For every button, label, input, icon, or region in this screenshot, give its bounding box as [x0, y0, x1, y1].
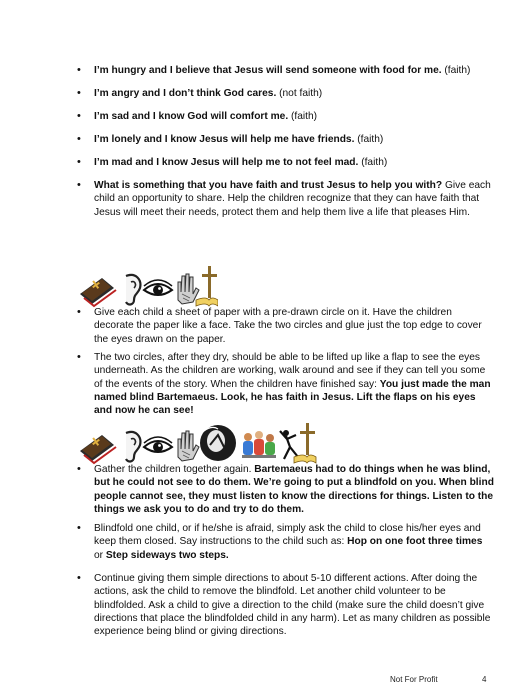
item-bold: Hop on one foot three times	[347, 536, 483, 548]
item-text: Give each child a sheet of paper with a pre-drawn circle on it. Have the children decorate the paper like a face. Take the two circles and glue just the top edge to cover the eyes drawn on the paper.	[94, 307, 482, 345]
hand-icon	[178, 431, 199, 461]
stretching-person-icon	[280, 430, 298, 459]
bullet: •	[77, 110, 81, 122]
item-bold: I’m mad and I know Jesus will help me to not feel mad.	[94, 157, 359, 168]
page-number: 4	[482, 675, 487, 684]
item-text: Blindfold one child, or if he/she is afraid, simply ask the child to close his/her eyes and keep them closed. Say instructions to the child such as:	[94, 523, 481, 548]
list-item	[77, 522, 494, 562]
list-item	[77, 156, 494, 169]
bullet: •	[77, 179, 81, 191]
ear-icon	[126, 275, 140, 305]
list-item	[77, 64, 494, 77]
item-bold: What is something that you have faith and trust Jesus to help you with?	[94, 180, 443, 191]
bullet: •	[77, 522, 81, 534]
list-item	[77, 351, 494, 417]
item-text: Continue giving them simple directions to about 5-10 different actions. After doing the actions, ask the child to remove the blindfold. Let another child volunteer to be blindfolded. Ask a child to give a direction to the child (make sure the child doesn’t give directions that place the blindfolded child in any harm). Let as many children as possible experience being blind or giving directions.	[94, 573, 491, 638]
clipart-row	[78, 421, 318, 461]
footer-text: Not For Profit	[390, 675, 438, 684]
item-bold: I’m lonely and I know Jesus will help me have friends.	[94, 134, 355, 145]
item-text: Give each child an opportunity to share. Help the children recognize that they can have faith that Jesus will meet their needs, protect them and help them live a life that pleases Him.	[94, 180, 491, 218]
list-item	[77, 179, 494, 219]
item-text: (faith)	[288, 111, 318, 122]
item-text: (faith)	[354, 134, 384, 145]
list-item	[77, 306, 494, 346]
bullet: •	[77, 351, 81, 363]
item-text: or	[94, 549, 106, 561]
bullet: •	[77, 156, 81, 168]
children-group-icon	[242, 431, 276, 458]
list-item	[77, 87, 494, 100]
ear-icon	[126, 432, 140, 462]
hand-icon	[178, 274, 199, 304]
cross-on-book-icon	[196, 266, 218, 306]
bible-icon	[80, 278, 116, 306]
page-footer	[390, 673, 487, 686]
item-text: Gather the children together again.	[94, 464, 255, 475]
list-item	[77, 463, 494, 516]
item-text: (faith)	[358, 157, 388, 168]
item-bold: I’m hungry and I believe that Jesus will send someone with food for me.	[94, 65, 442, 76]
bullet: •	[77, 87, 81, 99]
list-item	[77, 572, 494, 638]
cross-on-book-icon	[294, 423, 316, 463]
bullet: •	[77, 572, 81, 584]
clipart-row	[78, 264, 218, 304]
bullet: •	[77, 463, 81, 475]
item-text: (not faith)	[276, 88, 323, 99]
bullet: •	[77, 64, 81, 76]
eye-icon	[144, 437, 172, 452]
item-text: The two circles, after they dry, should be able to be lifted up like a flap to see the eyes underneath. As the children are working, walk around and see if they can tell you some of the events of the story. When the children have finished say:	[94, 352, 486, 390]
item-text: (faith)	[441, 65, 471, 76]
item-bold: Bartemaeus had to do things when he was blind, but he could not see to do them. We’re going to put a blindfold on you. When blind people cannot see, they must listen to know the directions for things. Listen to the things we ask you to do and try to do them.	[94, 464, 494, 515]
item-bold: I’m sad and I know God will comfort me.	[94, 111, 289, 122]
bullet: •	[77, 306, 81, 318]
praying-head-icon	[200, 425, 236, 461]
list-item	[77, 133, 494, 146]
eye-icon	[144, 280, 172, 295]
list-item	[77, 110, 494, 123]
item-bold: I’m angry and I don’t think God cares.	[94, 88, 277, 99]
bullet: •	[77, 133, 81, 145]
bible-icon	[80, 435, 116, 463]
item-bold: You just made the man named blind Bartemaeus. Look, he has faith in Jesus. Lift the flaps on his eyes and now he can see!	[94, 378, 491, 417]
item-bold: Step sideways two steps.	[105, 549, 229, 561]
